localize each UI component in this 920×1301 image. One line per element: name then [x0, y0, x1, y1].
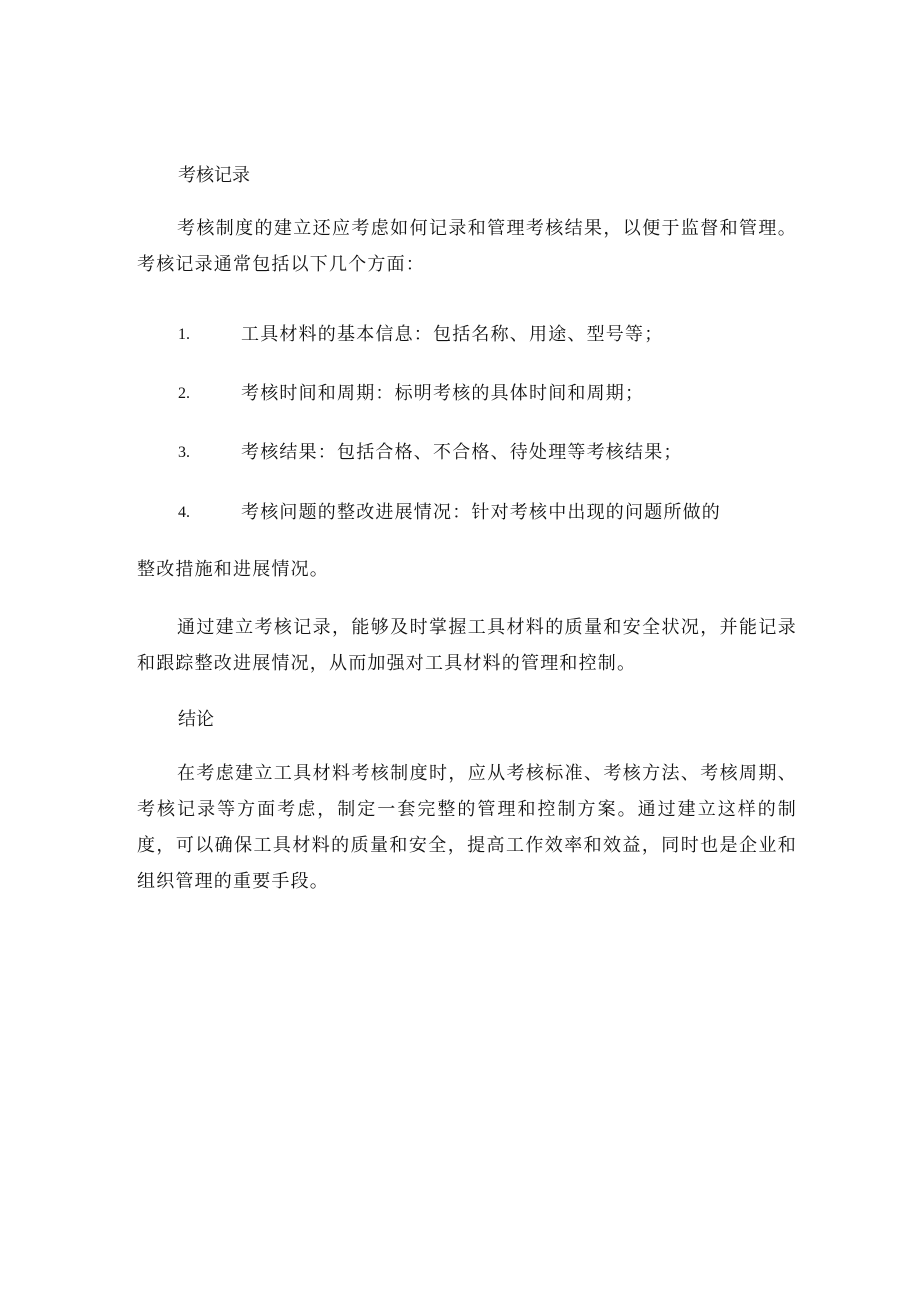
list-item-text: 考核问题的整改进展情况：针对考核中出现的问题所做的: [241, 502, 721, 523]
list-item-number: 1.: [178, 326, 190, 343]
list-item-continuation: 整改措施和进展情况。: [137, 559, 329, 580]
records-intro-paragraph: 考核制度的建立还应考虑如何记录和管理考核结果，以便于监督和管理。考核记录通常包括以下几个方面：: [137, 218, 797, 275]
list-item-number: 2.: [178, 385, 190, 402]
list-item-text: 考核结果：包括合格、不合格、待处理等考核结果；: [241, 442, 683, 463]
list-item-text: 工具材料的基本信息：包括名称、用途、型号等；: [241, 324, 664, 345]
list-item-text: 考核时间和周期：标明考核的具体时间和周期；: [241, 383, 645, 404]
records-summary-paragraph: 通过建立考核记录，能够及时掌握工具材料的质量和安全状况，并能记录和跟踪整改进展情况，从而加强对工具材料的管理和控制。: [137, 617, 797, 674]
section-heading-records: 考核记录: [178, 165, 250, 186]
section-heading-conclusion: 结论: [178, 709, 214, 730]
list-item-number: 3.: [178, 444, 190, 461]
list-item-number: 4.: [178, 504, 190, 521]
conclusion-paragraph: 在考虑建立工具材料考核制度时，应从考核标准、考核方法、考核周期、考核记录等方面考虑，制定一套完整的管理和控制方案。通过建立这样的制度，可以确保工具材料的质量和安全，提高工作效率和效益，同时也是企业和组织管理的重要手段。: [137, 763, 797, 892]
